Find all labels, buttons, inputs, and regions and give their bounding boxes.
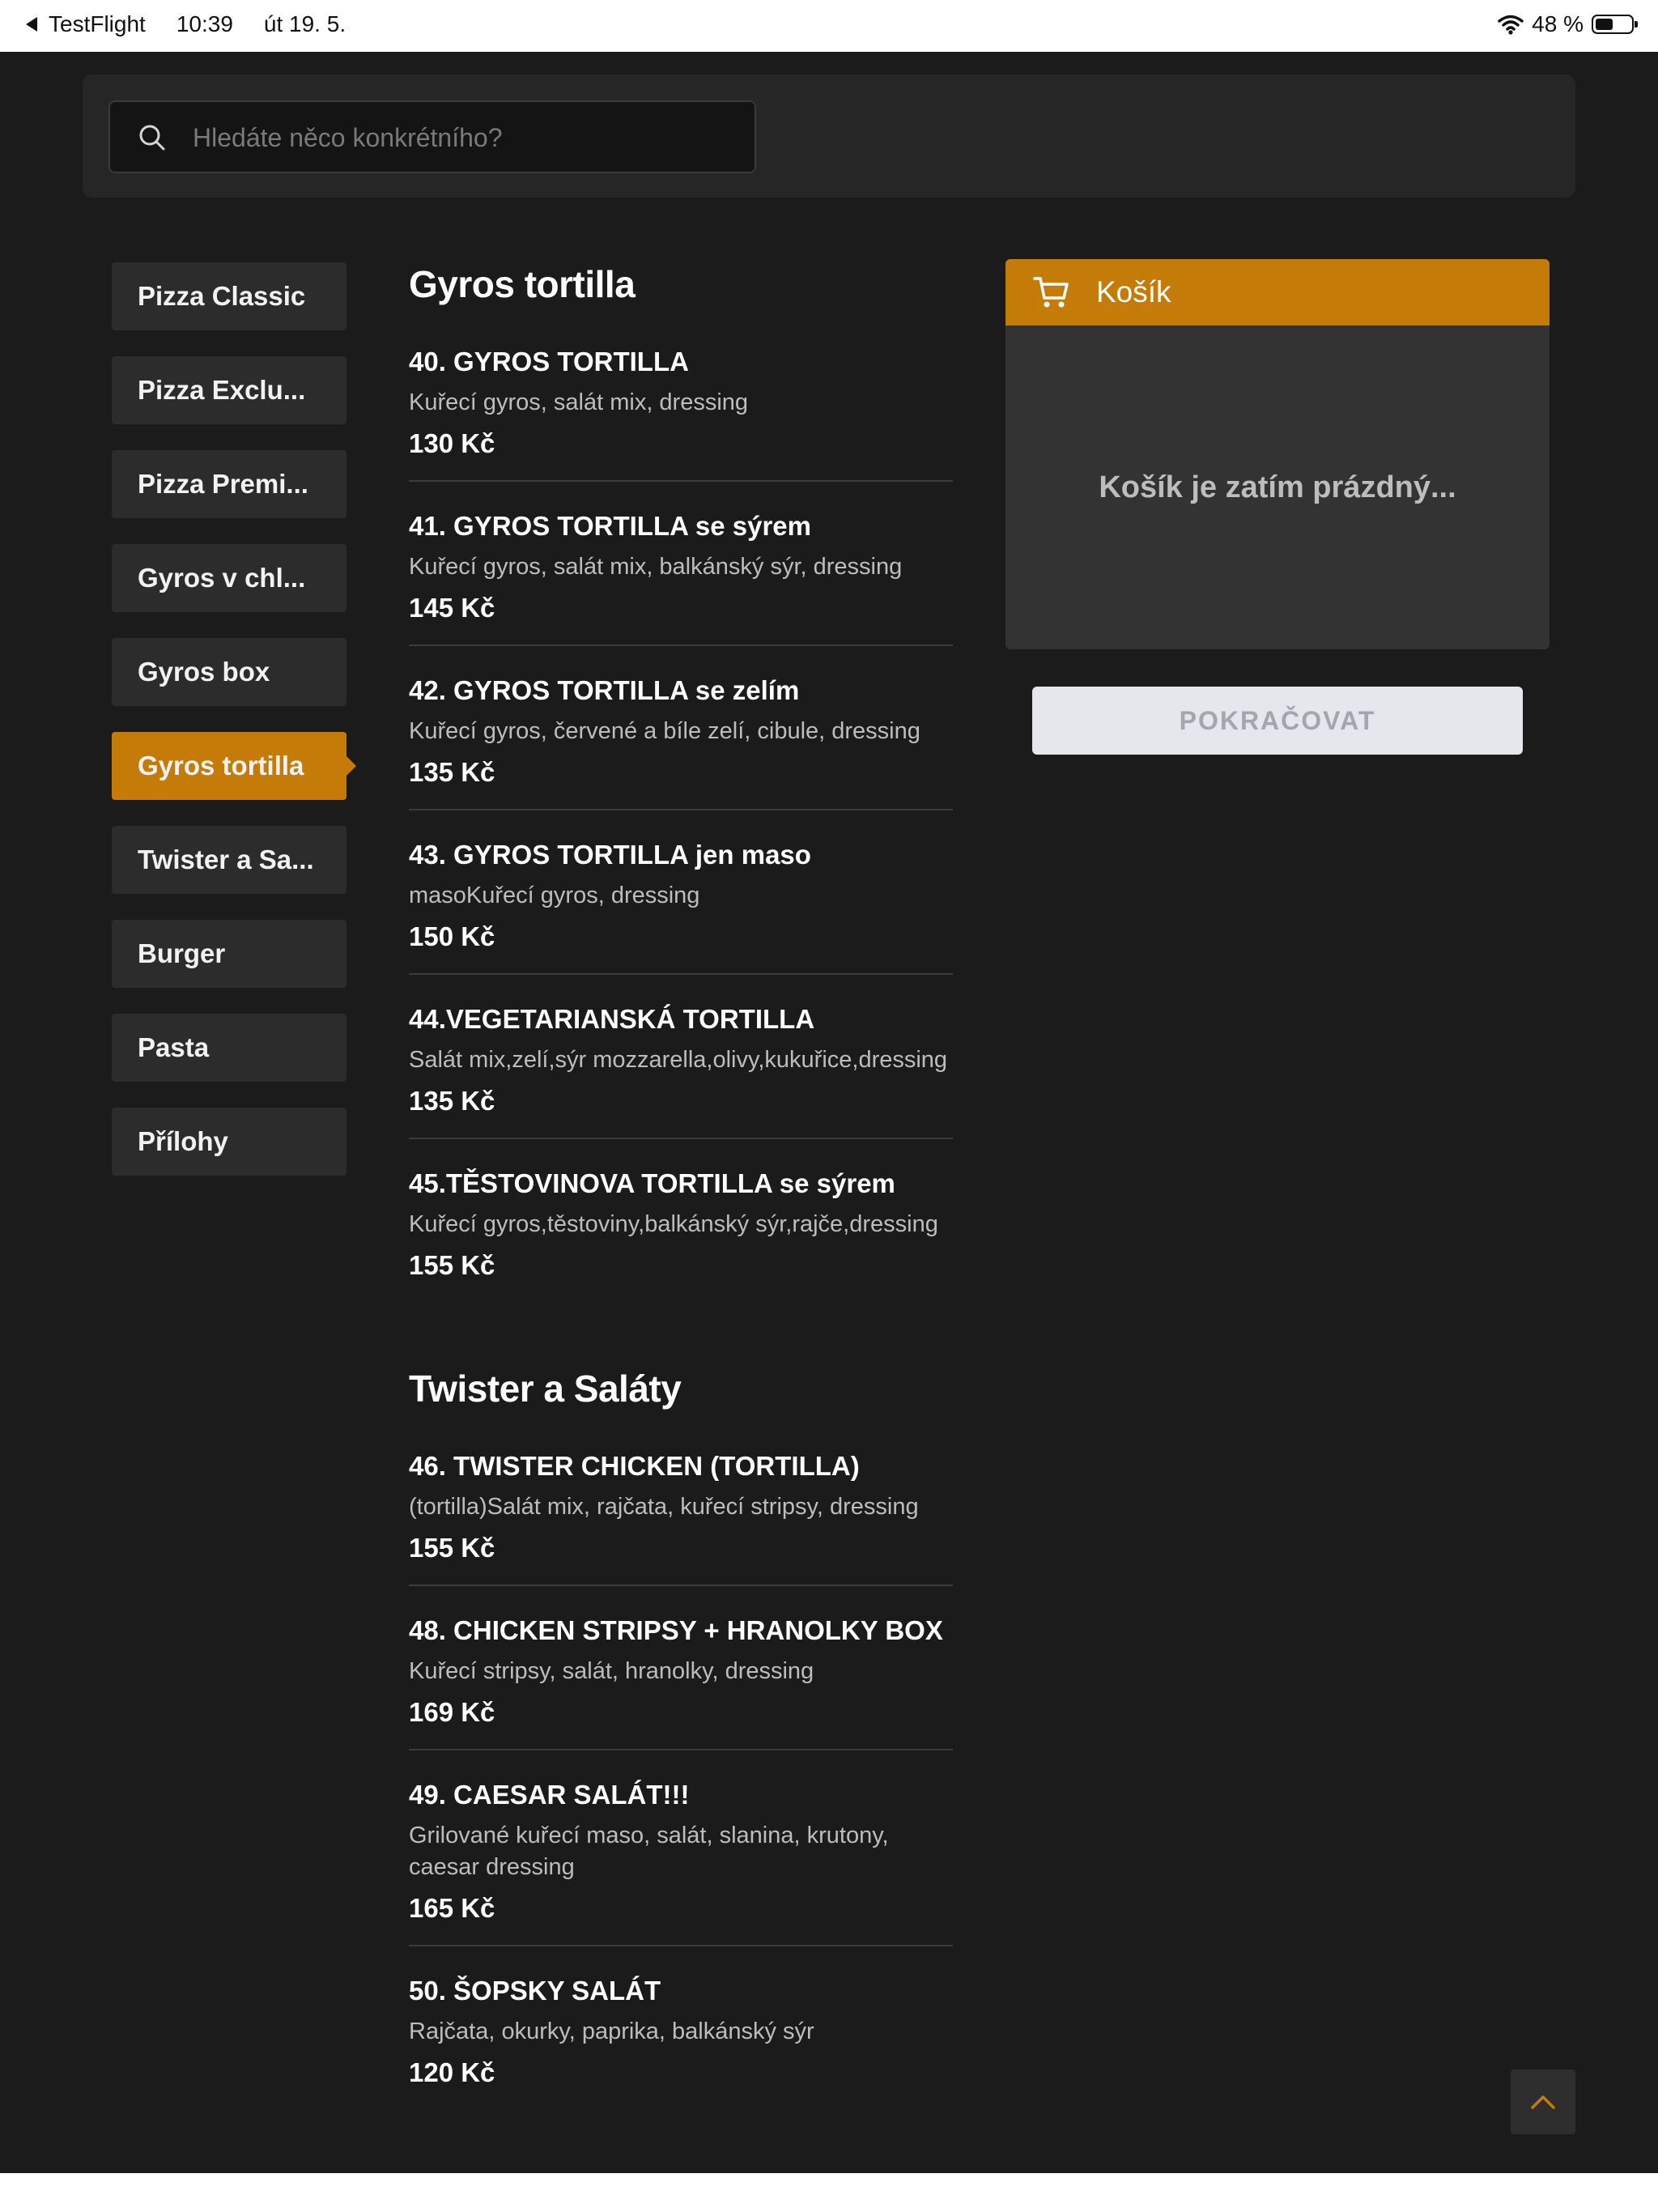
menu-item[interactable] <box>409 840 953 975</box>
menu-item[interactable] <box>409 347 953 482</box>
back-arrow-icon[interactable] <box>26 17 37 32</box>
category-item[interactable]: Pizza Exclu... <box>112 356 346 424</box>
section-title: Gyros tortilla <box>409 263 636 305</box>
status-time: 10:39 <box>176 11 233 36</box>
item-description: Salát mix,zelí,sýr mozzarella,olivy,kukuřice,dressing <box>409 1047 948 1073</box>
menu-item[interactable] <box>409 511 953 646</box>
category-sidebar <box>112 262 346 1202</box>
item-description: Kuřecí gyros, salát mix, balkánský sýr, dressing <box>409 554 903 580</box>
category-item[interactable]: Twister a Sa... <box>112 826 346 894</box>
cart-panel <box>1005 259 1550 649</box>
cart-empty-message: Košík je zatím prázdný... <box>1099 470 1456 504</box>
item-name: 46. TWISTER CHICKEN (TORTILLA) <box>409 1451 860 1481</box>
item-price: 150 Kč <box>409 921 495 951</box>
status-bar-right <box>1498 11 1634 37</box>
menu-item[interactable] <box>409 1168 953 1302</box>
item-name: 48. CHICKEN STRIPSY + HRANOLKY BOX <box>409 1615 943 1645</box>
item-price: 155 Kč <box>409 1250 495 1280</box>
menu-section <box>409 1367 953 2109</box>
item-price: 120 Kč <box>409 2057 495 2087</box>
cart-header <box>1005 259 1550 325</box>
item-description: Grilované kuřecí maso, salát, slanina, krutony, caesar dressing <box>409 1823 889 1880</box>
chevron-up-icon <box>1530 2094 1556 2110</box>
cart-body <box>1005 325 1550 649</box>
category-item[interactable]: Pizza Premi... <box>112 450 346 518</box>
item-name: 49. CAESAR SALÁT!!! <box>409 1780 690 1810</box>
menu-section <box>409 262 953 1302</box>
item-price: 135 Kč <box>409 757 495 787</box>
status-bar-left <box>26 11 346 37</box>
battery-level <box>1596 19 1613 30</box>
battery-icon <box>1592 15 1634 34</box>
search-panel <box>83 74 1575 198</box>
search-icon <box>138 123 167 152</box>
item-description: Kuřecí stripsy, salát, hranolky, dressing <box>409 1658 814 1684</box>
scroll-top-button[interactable] <box>1511 2069 1575 2134</box>
item-price: 135 Kč <box>409 1086 495 1116</box>
search-box[interactable] <box>108 100 756 173</box>
item-price: 145 Kč <box>409 593 495 623</box>
item-price: 130 Kč <box>409 428 495 458</box>
category-item[interactable]: Gyros box <box>112 638 346 706</box>
category-item[interactable]: Pizza Classic <box>112 262 346 330</box>
category-item[interactable]: Přílohy <box>112 1108 346 1176</box>
item-name: 40. GYROS TORTILLA <box>409 347 689 376</box>
section-title: Twister a Saláty <box>409 1368 682 1410</box>
item-description: (tortilla)Salát mix, rajčata, kuřecí stripsy, dressing <box>409 1494 919 1520</box>
wifi-icon <box>1498 14 1524 35</box>
category-item[interactable]: Pasta <box>112 1014 346 1082</box>
status-date: út 19. 5. <box>263 11 346 36</box>
menu-item[interactable] <box>409 1615 953 1750</box>
item-name: 44.VEGETARIANSKÁ TORTILLA <box>409 1004 815 1034</box>
item-description: Kuřecí gyros,těstoviny,balkánský sýr,rajče,dressing <box>409 1211 938 1237</box>
continue-button[interactable]: POKRAČOVAT <box>1032 687 1523 755</box>
menu-item[interactable] <box>409 1004 953 1139</box>
battery-percent: 48 % <box>1532 11 1584 36</box>
item-name: 43. GYROS TORTILLA jen maso <box>409 840 811 870</box>
search-input[interactable] <box>191 102 745 173</box>
item-name: 42. GYROS TORTILLA se zelím <box>409 675 800 705</box>
menu-item[interactable] <box>409 1780 953 1946</box>
menu-item[interactable] <box>409 1976 953 2109</box>
cart-title: Košík <box>1096 275 1171 308</box>
item-name: 45.TĚSTOVINOVA TORTILLA se sýrem <box>409 1168 895 1198</box>
category-item[interactable]: Burger <box>112 920 346 988</box>
item-name: 41. GYROS TORTILLA se sýrem <box>409 511 811 541</box>
item-price: 155 Kč <box>409 1533 495 1563</box>
category-item[interactable]: Gyros tortilla <box>112 732 346 800</box>
item-price: 165 Kč <box>409 1893 495 1923</box>
back-app-label[interactable]: TestFlight <box>49 11 146 36</box>
bottom-home-bar <box>0 2173 1658 2212</box>
item-description: Kuřecí gyros, salát mix, dressing <box>409 389 749 415</box>
cart-icon <box>1033 275 1070 309</box>
item-description: Kuřecí gyros, červené a bíle zelí, cibule, dressing <box>409 718 920 744</box>
menu-item[interactable] <box>409 1451 953 1586</box>
item-price: 169 Kč <box>409 1697 495 1727</box>
menu-item[interactable] <box>409 675 953 810</box>
item-description: masoKuřecí gyros, dressing <box>409 883 700 908</box>
category-item[interactable]: Gyros v chl... <box>112 544 346 612</box>
status-bar <box>0 0 1658 52</box>
item-description: Rajčata, okurky, paprika, balkánský sýr <box>409 2018 814 2044</box>
menu-list <box>409 259 953 2138</box>
item-name: 50. ŠOPSKY SALÁT <box>409 1976 661 2006</box>
